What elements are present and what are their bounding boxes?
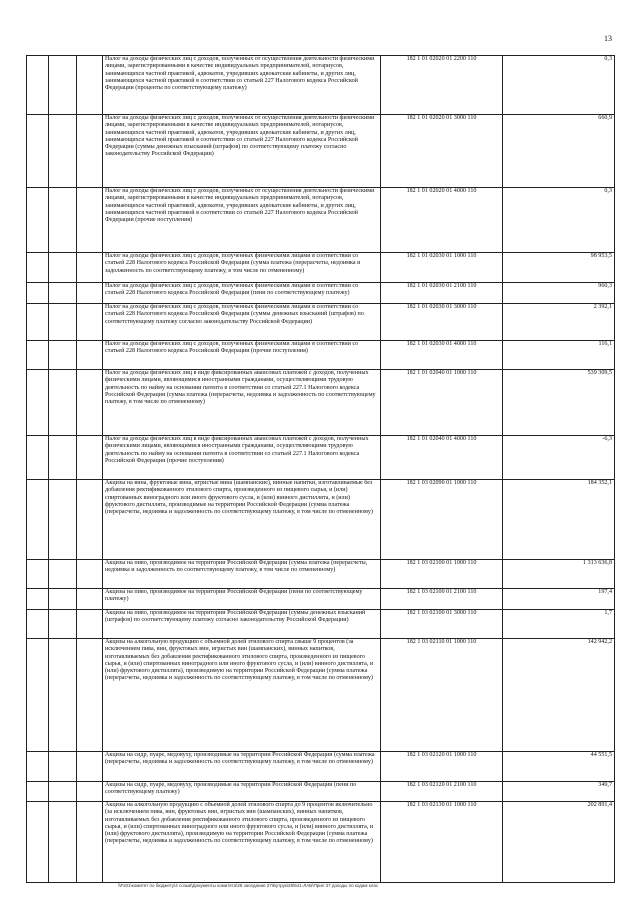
amount-cell: 1 313 636,8	[503, 560, 615, 589]
amount-cell: 44 551,5	[503, 752, 615, 782]
table-row	[27, 560, 615, 589]
description-cell: Налог на доходы физических лиц с доходов, полученных физическими лицами в соответствии со статьей 228 Налогового кодекса Российской Федерации (суммы денежных взысканий (штрафов) по соответствующему платежу согласно законодательству Российской Федерации)	[103, 304, 381, 341]
empty-cell	[27, 188, 49, 253]
empty-cell	[27, 752, 49, 782]
budget-code-cell: 182 1 03 02090 01 1000 110	[381, 480, 503, 560]
table-row	[27, 56, 615, 115]
empty-cell	[27, 436, 49, 480]
empty-cell	[27, 782, 49, 802]
description-cell: Акцизы на пиво, производимое на территории Российской Федерации (сумма платежа (перерасчеты, недоимка и задолженность по соответствующему платежу, в том числе по отмененному)	[103, 560, 381, 589]
empty-cell	[27, 370, 49, 436]
table-row	[27, 752, 615, 782]
empty-cell	[77, 436, 103, 480]
page-number: 13	[604, 34, 612, 43]
table-row	[27, 802, 615, 883]
empty-cell	[49, 436, 77, 480]
description-cell: Акцизы на пиво, производимое на территории Российской Федерации (суммы денежных взысканий (штрафов) по соответствующему платежу согласно законодательству Российской Федерации)	[103, 610, 381, 639]
empty-cell	[77, 610, 103, 639]
empty-cell	[49, 341, 77, 370]
empty-cell	[49, 639, 77, 752]
amount-cell: 539 309,5	[503, 370, 615, 436]
empty-cell	[77, 341, 103, 370]
empty-cell	[77, 115, 103, 188]
empty-cell	[27, 560, 49, 589]
empty-cell	[49, 752, 77, 782]
budget-code-cell: 182 1 03 02100 01 1000 110	[381, 560, 503, 589]
empty-cell	[49, 610, 77, 639]
budget-code-cell: 182 1 01 02020 01 2200 110	[381, 56, 503, 115]
empty-cell	[49, 56, 77, 115]
amount-cell: 197,4	[503, 589, 615, 610]
table-row	[27, 436, 615, 480]
description-cell: Налог на доходы физических лиц с доходов, полученных физическими лицами в соответствии со статьей 228 Налогового кодекса Российской Федерации (пени по соответствующему платежу)	[103, 283, 381, 304]
description-cell: Налог на доходы физических лиц с доходов, полученных физическими лицами в соответствии со статьей 228 Налогового кодекса Российской Федерации (прочие поступления)	[103, 341, 381, 370]
empty-cell	[27, 589, 49, 610]
empty-cell	[49, 370, 77, 436]
table-row	[27, 782, 615, 802]
empty-cell	[27, 610, 49, 639]
empty-cell	[77, 752, 103, 782]
budget-code-cell: 182 1 01 02030 01 2100 110	[381, 283, 503, 304]
empty-cell	[77, 188, 103, 253]
table-row	[27, 283, 615, 304]
empty-cell	[77, 560, 103, 589]
empty-cell	[49, 115, 77, 188]
table-row	[27, 188, 615, 253]
description-cell: Акцизы на алкогольную продукцию с объемной долей этилового спирта свыше 9 процентов (за исключением пива, вин, фруктовых вин, игристых вин (шампанских), винных напитков, изготавливаемых без добавления ректификованного этилового спирта, произведенного из пищевого сырья, и (или) спиртованных виноградного или иного фруктового сусла, и (или) винного дистиллята, и (или) фруктового дистиллята), производимую на территории Российской Федерации (сумма платежа (перерасчеты, недоимка и задолженность по соответствующему платежу, в том числе по отмененному)	[103, 639, 381, 752]
amount-cell: 0,3	[503, 56, 615, 115]
amount-cell: 116,1	[503, 341, 615, 370]
footer-file-path: \\Fs01\комитет по бюджету\4 созыв\Документы комитета\28 заседание 27\Бутрук\28\541-ЛАБ\Прил 37 доходы по кодам клас	[118, 883, 379, 888]
empty-cell	[27, 304, 49, 341]
description-cell: Акцизы на алкогольную продукцию с объемной долей этилового спирта до 9 процентов включительно (за исключением пива, вин, фруктовых вин, игристых вин (шампанских), винных напитков, изготавливаемых без добавления ректификованного этилового спирта, произведенного из пищевого сырья, и (или) спиртованных виноградного или иного фруктового сусла, и (или) винного дистиллята, и (или) фруктового дистиллята), производимую на территории Российской Федерации (сумма платежа (перерасчеты, недоимка и задолженность по соответствующему платежу, в том числе по отмененному)	[103, 802, 381, 883]
table-body	[27, 56, 615, 883]
budget-code-cell: 182 1 01 02020 01 3000 110	[381, 115, 503, 188]
description-cell: Акцизы на сидр, пуаре, медовуху, производимые на территории Российской Федерации (сумма платежа (перерасчеты, недоимка и задолженность по соответствующему платежу, в том числе по отмененному)	[103, 752, 381, 782]
empty-cell	[27, 480, 49, 560]
amount-cell: 142 942,2	[503, 639, 615, 752]
empty-cell	[27, 56, 49, 115]
description-cell: Налог на доходы физических лиц с доходов, полученных от осуществления деятельности физическими лицами, зарегистрированными в качестве индивидуальных предпринимателей, нотариусов, занимающихся частной практикой, адвокатов, учредивших адвокатские кабинеты, и других лиц, занимающихся частной практикой в соответствии со статьей 227 Налогового кодекса Российской Федерации (суммы денежных взысканий (штрафов) по соответствующему платежу согласно законодательству Российской Федерации)	[103, 115, 381, 188]
empty-cell	[77, 802, 103, 883]
empty-cell	[77, 56, 103, 115]
table-row	[27, 589, 615, 610]
description-cell: Налог на доходы физических лиц в виде фиксированных авансовых платежей с доходов, полученных физическими лицами, являющимися иностранными гражданами, осуществляющими трудовую деятельность по найму на основании патента в соответствии со статьей 227.1 Налогового кодекса Российской Федерации (прочие поступления)	[103, 436, 381, 480]
description-cell: Акцизы на вина, фруктовые вина, игристые вина (шампанские), винные напитки, изготавливаемые без добавления ректификованного этилового спирта, произведенного из пищевого сырья, и (или) спиртованных виноградного или иного фруктового сусла, и (или) винного дистиллята, и (или) фруктового дистиллята, производимые на территории Российской Федерации (сумма платежа (перерасчеты, недоимка и задолженность по соответствующему платежу, в том числе по отмененному)	[103, 480, 381, 560]
empty-cell	[77, 639, 103, 752]
budget-code-cell: 182 1 03 02110 01 1000 110	[381, 639, 503, 752]
amount-cell: -6,3	[503, 436, 615, 480]
amount-cell: 98 953,5	[503, 253, 615, 283]
empty-cell	[49, 480, 77, 560]
description-cell: Налог на доходы физических лиц с доходов, полученных физическими лицами в соответствии со статьей 228 Налогового кодекса Российской Федерации (сумма платежа (перерасчеты, недоимка и задолженность по соответствующему платежу, в том числе по отмененному)	[103, 253, 381, 283]
amount-cell: 0,3	[503, 188, 615, 253]
budget-code-cell: 182 1 03 02120 01 2100 110	[381, 782, 503, 802]
description-cell: Налог на доходы физических лиц с доходов, полученных от осуществления деятельности физическими лицами, зарегистрированными в качестве индивидуальных предпринимателей, нотариусов, занимающихся частной практикой, адвокатов, учредивших адвокатские кабинеты, и других лиц, занимающихся частной практикой в соответствии со статьей 227 Налогового кодекса Российской Федерации (проценты по соответствующему платежу)	[103, 56, 381, 115]
empty-cell	[49, 589, 77, 610]
budget-code-cell: 182 1 03 02120 01 1000 110	[381, 752, 503, 782]
description-cell: Акцизы на пиво, производимое на территории Российской Федерации (пени по соответствующему платежу)	[103, 589, 381, 610]
table-row	[27, 115, 615, 188]
amount-cell: 202 891,4	[503, 802, 615, 883]
amount-cell: 660,9	[503, 115, 615, 188]
amount-cell: 184 352,1	[503, 480, 615, 560]
empty-cell	[77, 782, 103, 802]
empty-cell	[49, 304, 77, 341]
empty-cell	[49, 782, 77, 802]
budget-code-cell: 182 1 03 02100 01 3000 110	[381, 610, 503, 639]
empty-cell	[27, 115, 49, 188]
amount-cell: 960,3	[503, 283, 615, 304]
budget-code-cell: 182 1 01 02040 01 1000 110	[381, 370, 503, 436]
budget-code-cell: 182 1 01 02030 01 4000 110	[381, 341, 503, 370]
revenue-table	[26, 55, 615, 883]
empty-cell	[77, 283, 103, 304]
empty-cell	[49, 188, 77, 253]
budget-code-cell: 182 1 01 02040 01 4000 110	[381, 436, 503, 480]
description-cell: Налог на доходы физических лиц в виде фиксированных авансовых платежей с доходов, полученных физическими лицами, являющимися иностранными гражданами, осуществляющими трудовую деятельность по найму на основании патента в соответствии со статьей 227.1 Налогового кодекса Российской Федерации (сумма платежа (перерасчеты, недоимка и задолженность по соответствующему платежу, в том числе по отмененному)	[103, 370, 381, 436]
table-row	[27, 304, 615, 341]
empty-cell	[77, 370, 103, 436]
table-row	[27, 370, 615, 436]
empty-cell	[77, 480, 103, 560]
budget-code-cell: 182 1 01 02030 01 3000 110	[381, 304, 503, 341]
table-row	[27, 610, 615, 639]
budget-code-cell: 182 1 03 02100 01 2100 110	[381, 589, 503, 610]
empty-cell	[49, 802, 77, 883]
empty-cell	[27, 341, 49, 370]
budget-code-cell: 182 1 03 02130 01 1000 110	[381, 802, 503, 883]
empty-cell	[77, 253, 103, 283]
table-row	[27, 480, 615, 560]
empty-cell	[27, 802, 49, 883]
budget-code-cell: 182 1 01 02020 01 4000 110	[381, 188, 503, 253]
table-row	[27, 341, 615, 370]
empty-cell	[77, 589, 103, 610]
description-cell: Налог на доходы физических лиц с доходов, полученных от осуществления деятельности физическими лицами, зарегистрированными в качестве индивидуальных предпринимателей, нотариусов, занимающихся частной практикой, адвокатов, учредивших адвокатские кабинеты, и других лиц, занимающихся частной практикой в соответствии со статьей 227 Налогового кодекса Российской Федерации (прочие поступления)	[103, 188, 381, 253]
empty-cell	[27, 283, 49, 304]
empty-cell	[49, 560, 77, 589]
empty-cell	[77, 304, 103, 341]
description-cell: Акцизы на сидр, пуаре, медовуху, производимые на территории Российской Федерации (пени по соответствующему платежу)	[103, 782, 381, 802]
budget-code-cell: 182 1 01 02030 01 1000 110	[381, 253, 503, 283]
amount-cell: 349,7	[503, 782, 615, 802]
empty-cell	[49, 283, 77, 304]
empty-cell	[49, 253, 77, 283]
empty-cell	[27, 639, 49, 752]
amount-cell: 2 392,1	[503, 304, 615, 341]
empty-cell	[27, 253, 49, 283]
table-row	[27, 253, 615, 283]
table-row	[27, 639, 615, 752]
amount-cell: 1,7	[503, 610, 615, 639]
